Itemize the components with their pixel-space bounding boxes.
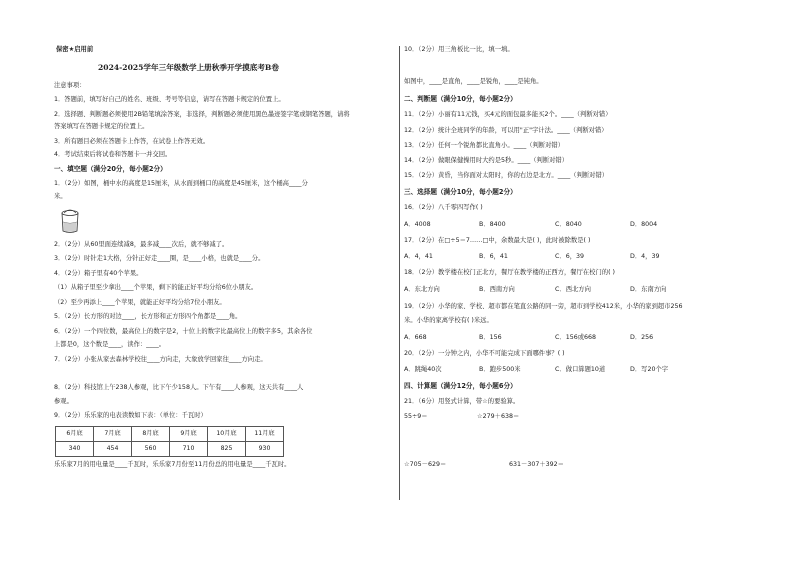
choice-a: A．4，41 <box>404 253 433 260</box>
question-14: 14．（2分）做眼保健操用时大约是5秒。____（判断对错） <box>404 157 569 164</box>
question-12: 12．（2分）统计全班同学的年龄，可以用"正"字计法。____（判断对错） <box>404 127 608 134</box>
calc-item: 55÷9＝ <box>404 413 428 420</box>
calc-item: ☆279＋638＝ <box>477 413 520 420</box>
section-fill-heading: 一、填空题（满分20分，每小题2分） <box>54 165 167 173</box>
question-18: 18．（2分）教学楼在校门正北方，餐厅在教学楼的正西方，餐厅在校门的( ) <box>404 269 615 276</box>
choice-c: C．6，39 <box>555 253 585 260</box>
choice-a: A．668 <box>404 334 427 341</box>
question-21: 21．（6分）用竖式计算，带☆的要验算。 <box>404 398 520 405</box>
question-16: 16．（2分）八千零四写作( ) <box>404 204 483 211</box>
exam-title: 2024-2025学年三年级数学上册秋季开学摸底考B卷 <box>98 63 279 72</box>
calc-item: ☆705－629＝ <box>404 461 447 468</box>
question-6-cont: 上都是0，这个数是____，读作：____。 <box>54 341 166 348</box>
choice-a: A．跳绳40次 <box>404 366 442 373</box>
table-header-row <box>56 427 284 442</box>
question-10: 10．（2分）用三角板比一比，填一填。 <box>404 46 514 53</box>
table-header-cell: 8月底 <box>132 427 170 442</box>
question-4: 4．（2分）箱子里有40个苹果。 <box>54 270 143 277</box>
question-8: 8．（2分）科技馆上午238人参观，比下午少158人。下午有____人参观，这天共有____人 <box>54 384 304 391</box>
table-header-cell: 9月底 <box>170 427 208 442</box>
bucket-figure <box>60 209 80 235</box>
question-5: 5．（2分）长方形的对边____，长方形和正方形四个角都是____角。 <box>54 313 242 320</box>
confidential-label: 保密★启用前 <box>56 46 94 53</box>
section-calc-heading: 四、计算题（满分12分，每小题6分） <box>404 382 517 390</box>
table-header-cell: 10月底 <box>208 427 246 442</box>
question-15: 15．（2分）黄昏，当你面对太阳时，你的右边是北方。____（判断对错） <box>404 172 609 179</box>
choice-d: D．东南方向 <box>630 286 667 293</box>
note-item: 3．所有题目必须在答题卡上作答，在试卷上作答无效。 <box>54 138 210 145</box>
choice-b: B．跑步500米 <box>479 366 521 373</box>
table-header-cell: 6月底 <box>56 427 94 442</box>
table-header-cell: 11月底 <box>246 427 284 442</box>
choice-d: D．写20个字 <box>630 366 669 373</box>
table-header-cell: 7月底 <box>94 427 132 442</box>
question-4-part-2: （2）至少再添上____个苹果，就能正好平均分给7位小朋友。 <box>54 299 226 306</box>
question-13: 13．（2分）任何一个锐角都比直角小。____（判断对错） <box>404 142 564 149</box>
question-10-line: 如图中，____是直角，____是锐角，____是钝角。 <box>404 78 543 85</box>
question-3: 3．（2分）时针走1大格，分针正好走____圈，是____小格，也就是____分。 <box>54 255 265 262</box>
choice-c: C．西北方向 <box>555 286 591 293</box>
table-row <box>56 442 284 457</box>
question-20: 20．（2分）一分钟之内，小华不可能完成下面哪件事？( ) <box>404 350 565 357</box>
question-2: 2．（2分）从60里面连续减8，最多减____次后，就不够减了。 <box>54 241 229 248</box>
table-cell: 710 <box>170 442 208 457</box>
choice-c: C．做口算题10道 <box>555 366 606 373</box>
choice-c: C．8040 <box>555 221 582 228</box>
choice-d: D．8004 <box>630 221 658 228</box>
question-19-cont: 米。小华的家离学校有( )米远。 <box>404 317 493 324</box>
electricity-table <box>55 426 284 457</box>
choice-b: B．西南方向 <box>479 286 515 293</box>
section-choice-heading: 三、选择题（满分10分，每小题2分） <box>404 188 517 196</box>
notes-heading: 注意事项： <box>54 82 86 89</box>
question-8-cont: 参观。 <box>54 398 73 405</box>
question-17: 17．（2分）在□÷5＝7……□中，余数最大是( )，此时被除数是( ) <box>404 237 591 244</box>
choice-c: C．156或668 <box>555 334 597 341</box>
choice-b: B．8400 <box>479 221 506 228</box>
question-9: 9．（2分）乐乐家的电表读数如下表：（单位：千瓦时） <box>54 412 207 419</box>
choice-a: A．4008 <box>404 221 431 228</box>
question-6: 6．（2分）一个四位数，最高位上的数字是2，十位上的数字比最高位上的数字多5，其余各位 <box>54 328 313 335</box>
column-divider <box>399 46 400 500</box>
table-cell: 340 <box>56 442 94 457</box>
question-7: 7．（2分）小张从家去森林学校往____方向走，大象放学回家往____方向走。 <box>54 356 267 363</box>
question-11: 11．（2分）小丽有11元钱，买4元的面包最多能买2个。____（判断对错） <box>404 111 612 118</box>
table-cell: 454 <box>94 442 132 457</box>
note-item: 4．考试结束后将试卷和答题卡一并交回。 <box>54 151 172 158</box>
choice-b: B．156 <box>479 334 502 341</box>
note-item: 2．选择题、判断题必须使用2B铅笔填涂答案，非选择，判断题必须使用黑色墨迹签字笔或钢笔答题，请将 <box>54 111 350 118</box>
note-item: 1．答题前，填写好自己的姓名、班级、考号等信息，请写在答题卡规定的位置上。 <box>54 96 285 103</box>
choice-b: B．6，41 <box>479 253 508 260</box>
table-cell: 930 <box>246 442 284 457</box>
table-cell: 560 <box>132 442 170 457</box>
section-judge-heading: 二、判断题（满分10分，每小题2分） <box>404 95 517 103</box>
question-9-answer-line: 乐乐家7月的用电量是____千瓦时，乐乐家7月份至11月份总的用电量是____千瓦时。 <box>54 461 291 468</box>
choice-d: D．4，39 <box>630 253 660 260</box>
choice-d: D．256 <box>630 334 654 341</box>
question-19: 19．（2分）小华的家、学校、超市都在笔直公路的同一旁，超市到学校412米，小华的家到超市256 <box>404 303 683 310</box>
table-cell: 825 <box>208 442 246 457</box>
choice-a: A．东北方向 <box>404 286 440 293</box>
calc-item: 631－307＋392＝ <box>509 461 564 468</box>
question-1: 1．（2分）如图，桶中水的高度是15厘米，从水面到桶口的高度是45厘米，这个桶高____分 <box>54 180 308 187</box>
question-1-cont: 米。 <box>54 193 67 200</box>
note-item: 答案填写在答题卡规定的位置上。 <box>54 123 149 130</box>
question-4-part-1: （1）从箱子里至少拿出____个苹果，剩下的能正好平均分给6位小朋友。 <box>54 284 258 291</box>
